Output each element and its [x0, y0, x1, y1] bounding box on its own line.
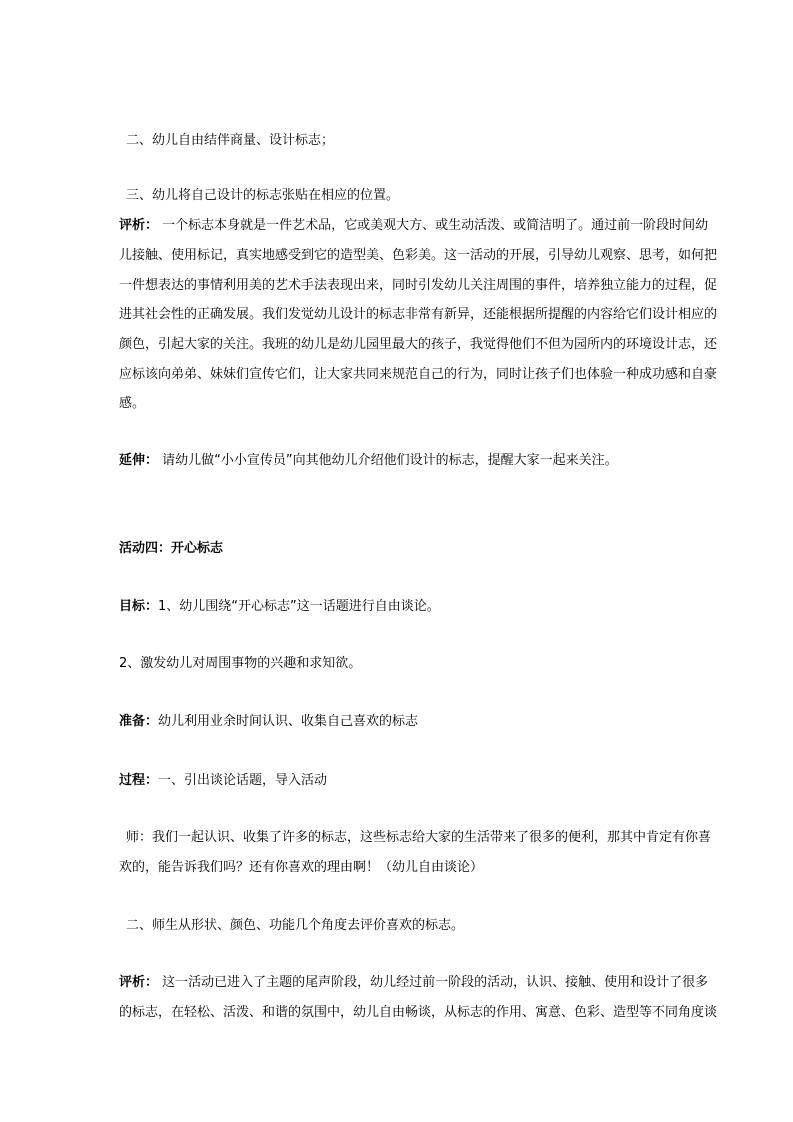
text-line: 感。: [119, 396, 146, 411]
text-line: 的标志，在轻松、活泼、和谐的氛围中，幼儿自由畅谈，从标志的作用、寓意、色彩、造型等不同角度谈: [119, 1005, 718, 1020]
text-line: 三、幼儿将自己设计的标志张贴在相应的位置。: [126, 188, 400, 203]
text-line: 2、激发幼儿对周围事物的兴趣和求知欲。: [119, 656, 362, 671]
text-line: 评析： 一个标志本身就是一件艺术品，它或美观大方、或生动活泼、或简洁明了。通过前一阶段时间幼: [119, 218, 709, 233]
label-goal: 目标：: [119, 599, 159, 614]
text-line: 进其社会性的正确发展。我们发觉幼儿设计的标志非常有新异，还能根据所提醒的内容给它们设计相应的: [119, 307, 718, 322]
text-line: 颜色，引起大家的关注。我班的幼儿是幼儿园里最大的孩子，我觉得他们不但为园所内的环境设计志，还: [119, 337, 718, 352]
label-prep: 准备：: [119, 714, 159, 729]
text-line: 评析： 这一活动已进入了主题的尾声阶段，幼儿经过前一阶段的活动，认识、接触、使用和设计了很多: [119, 975, 709, 990]
label-comment: 评析：: [119, 218, 159, 233]
label-process: 过程：: [119, 773, 159, 788]
activity-heading: 活动四：开心标志: [119, 541, 224, 556]
text-line: 目标：1、幼儿围绕“开心标志”这一话题进行自由谈论。: [119, 599, 440, 614]
text-line: 欢的，能告诉我们吗？还有你喜欢的理由啊！（幼儿自由谈论）: [119, 860, 484, 875]
text-line: 一件想表达的事情利用美的艺术手法表现出来，同时引发幼儿关注周围的事件，培养独立能力的过程，促: [119, 278, 718, 293]
text-line: 延伸： 请幼儿做“小小宣传员”向其他幼儿介绍他们设计的标志，提醒大家一起来关注。: [119, 453, 618, 468]
text-line: 过程：一、引出谈论话题，导入活动: [119, 773, 328, 788]
text-line: 师：我们一起认识、收集了许多的标志，这些标志给大家的生活带来了很多的便利，那其中肯定有你喜: [126, 830, 712, 845]
text-line: 应标该向弟弟、妹妹们宣传它们，让大家共同来规范自己的行为，同时让孩子们也体验一种成功感和自豪: [119, 367, 718, 382]
text-line: 儿接触、使用标记，真实地感受到它的造型美、色彩美。这一活动的开展，引导幼儿观察、思考，如何把: [119, 248, 718, 263]
text-line: 二、幼儿自由结伴商量、设计标志；: [126, 133, 335, 148]
label-comment: 评析：: [119, 975, 159, 990]
label-extension: 延伸：: [119, 453, 159, 468]
text-line: 准备：幼儿利用业余时间认识、收集自己喜欢的标志: [119, 714, 419, 729]
text-line: 二、师生从形状、颜色、功能几个角度去评价喜欢的标志。: [126, 918, 465, 933]
